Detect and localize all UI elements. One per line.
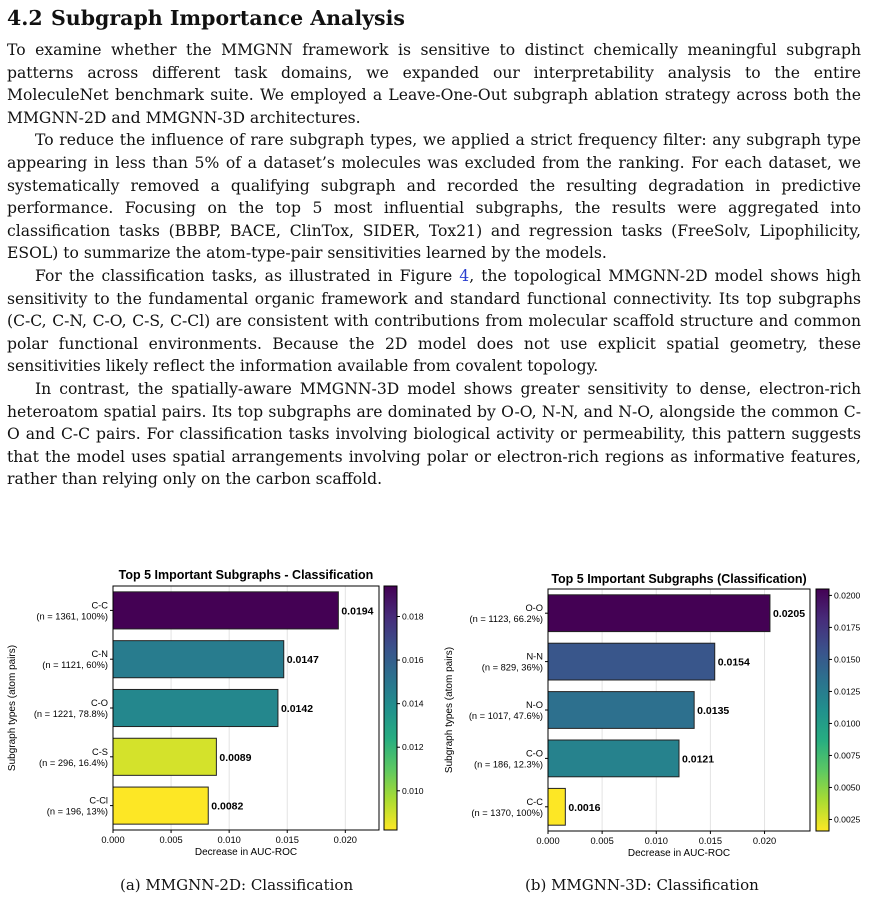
colorbar-tick-label: 0.0100	[834, 718, 861, 729]
paragraph: To examine whether the MMGNN framework is sensitive to distinct chemically meaningful subgraph patterns across different task domains, we expanded our interpretability analysis to the entire MoleculeNet benchmark suite. We employed a Leave-One-Out subgraph ablation strategy across both the MMGNN-2D and MMGNN-3D architectures.	[7, 41, 861, 127]
chart-title: Top 5 Important Subgraphs (Classification)	[551, 572, 807, 586]
category-label: C-S	[91, 746, 108, 757]
x-tick-label: 0.015	[275, 835, 299, 845]
data-label: 0.0147	[286, 654, 319, 667]
category-note: (n = 196, 13%)	[46, 806, 108, 817]
data-label: 0.0121	[682, 753, 715, 766]
figure-3d	[440, 560, 869, 860]
category-note: (n = 1017, 47.6%)	[468, 711, 543, 721]
x-tick-label: 0.020	[752, 836, 777, 846]
category-label: C-O	[90, 698, 108, 708]
data-label: 0.0135	[697, 705, 730, 717]
colorbar-tick-label: 0.0050	[834, 782, 861, 793]
x-tick-label: 0.000	[101, 835, 125, 845]
chart-3d-classification	[440, 560, 869, 860]
bar	[113, 689, 278, 726]
y-axis-label: Subgraph types (atom pairs)	[444, 646, 455, 774]
colorbar-tick-label: 0.016	[402, 655, 424, 666]
data-label: 0.0082	[211, 800, 244, 813]
x-axis-label: Decrease in AUC-ROC	[627, 848, 731, 859]
x-tick-label: 0.020	[333, 835, 357, 845]
section-heading	[7, 6, 405, 30]
colorbar-tick-label: 0.0175	[834, 622, 861, 633]
data-label: 0.0154	[717, 656, 750, 669]
category-note: (n = 1221, 78.8%)	[33, 709, 108, 719]
category-label: N-O	[525, 700, 543, 710]
x-axis-label: Decrease in AUC-ROC	[194, 847, 298, 858]
paragraph: To reduce the influence of rare subgraph types, we applied a strict frequency filter: any subgraph type appearing in less than 5% of a dataset’s molecules was excluded from the ranking. For each dataset, we systematically removed a qualifying subgraph and recorded the resulting degradation in predictive performance. Focusing on the top 5 most influential subgraphs, the results were aggregated into classification tasks (BBBP, BACE, ClinTox, SIDER, Tox21) and regression tasks (FreeSolv, Lipophilicity, ESOL) to summarize the atom-type-pair sensitivities learned by the models.	[7, 131, 861, 263]
bar	[113, 787, 208, 824]
category-label: C-C	[526, 796, 543, 807]
colorbar-tick-label: 0.0125	[834, 686, 861, 697]
category-note: (n = 829, 36%)	[481, 662, 543, 673]
paragraph-text: , the topological MMGNN-2D model shows high sensitivity to the fundamental organic framework and standard functional connectivity. Its top subgraphs (C-C, C-N, C-O, C-S, C-Cl) are consistent with contributions from molecular scaffold structure and common polar functional environments. Because the 2D model does not use explicit spatial geometry, these sensitivities likely reflect the information available from covalent topology.	[7, 266, 861, 376]
category-note: (n = 1121, 60%)	[42, 660, 108, 671]
data-label: 0.0089	[219, 751, 252, 764]
colorbar-tick-label: 0.0150	[834, 654, 861, 665]
bar	[113, 592, 338, 629]
paragraph: In contrast, the spatially-aware MMGNN-3D model shows greater sensitivity to dense, electron-rich heteroatom spatial pairs. Its top subgraphs are dominated by O-O, N-N, and N-O, alongside the common C-O and C-C pairs. For classification tasks involving biological activity or permeability, this pattern suggests that the model uses spatial arrangements involving polar or electron-rich regions as informative features, rather than relying only on the carbon scaffold.	[7, 379, 861, 489]
category-note: (n = 296, 16.4%)	[39, 757, 108, 768]
colorbar-tick-label: 0.010	[402, 785, 424, 796]
category-note: (n = 186, 12.3%)	[474, 759, 543, 770]
data-label: 0.0194	[341, 605, 374, 618]
body-text	[7, 39, 861, 491]
bar	[548, 595, 770, 632]
x-tick-label: 0.015	[698, 836, 723, 846]
category-label: C-C	[91, 600, 108, 611]
data-label: 0.0016	[568, 801, 601, 814]
bar	[548, 643, 715, 680]
paragraph-text: For the classification tasks, as illustrated in Figure	[35, 266, 460, 285]
category-note: (n = 1361, 100%)	[36, 611, 108, 622]
x-tick-label: 0.000	[536, 836, 560, 846]
category-label: C-N	[91, 649, 108, 660]
colorbar	[384, 586, 397, 830]
colorbar-tick-label: 0.0025	[834, 814, 861, 825]
x-tick-label: 0.010	[644, 836, 668, 846]
x-tick-label: 0.005	[159, 835, 183, 845]
chart-2d-classification	[3, 560, 439, 860]
bar	[548, 692, 694, 729]
paragraph	[7, 265, 861, 378]
bar	[113, 738, 216, 775]
bar	[113, 641, 284, 678]
figure-2d	[3, 560, 439, 860]
chart-title: Top 5 Important Subgraphs - Classification	[118, 568, 374, 582]
x-tick-label: 0.010	[217, 835, 241, 845]
category-note: (n = 1370, 100%)	[471, 807, 543, 818]
figure-reference-link[interactable]: 4	[459, 266, 470, 285]
data-label: 0.0142	[280, 703, 314, 715]
colorbar-tick-label: 0.0075	[834, 750, 861, 761]
data-label: 0.0205	[772, 608, 806, 621]
section-number: 4.2	[7, 6, 43, 30]
bar	[548, 740, 679, 777]
bar	[548, 788, 565, 825]
section-title: Subgraph Importance Analysis	[51, 6, 405, 30]
colorbar-tick-label: 0.014	[402, 698, 424, 709]
colorbar-tick-label: 0.018	[402, 611, 424, 622]
category-label: O-O	[525, 603, 543, 614]
y-axis-label: Subgraph types (atom pairs)	[7, 644, 18, 772]
colorbar-tick-label: 0.0200	[834, 590, 861, 601]
x-tick-label: 0.005	[590, 836, 614, 846]
category-note: (n = 1123, 66.2%)	[469, 614, 543, 625]
colorbar	[816, 589, 829, 831]
category-label: C-O	[525, 748, 543, 759]
category-label: C-Cl	[89, 795, 108, 806]
category-label: N-N	[526, 651, 543, 662]
colorbar-tick-label: 0.012	[402, 742, 424, 753]
caption-a: (a) MMGNN-2D: Classification	[120, 876, 354, 894]
caption-b: (b) MMGNN-3D: Classification	[525, 876, 759, 894]
